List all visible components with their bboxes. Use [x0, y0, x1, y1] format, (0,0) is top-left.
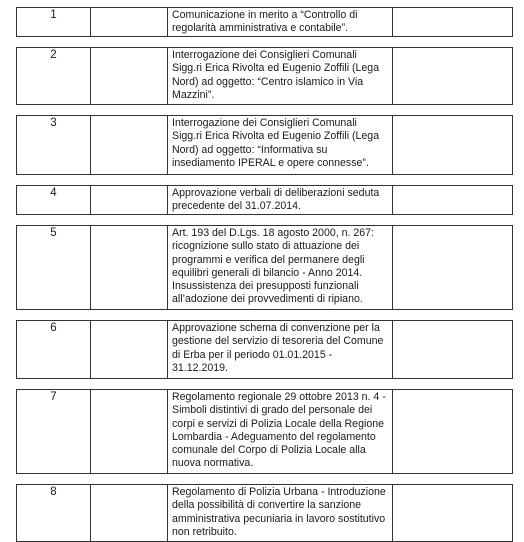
item-number: 5	[17, 226, 91, 309]
blank-cell	[91, 48, 168, 104]
agenda-row	[16, 7, 513, 37]
item-number: 6	[17, 321, 91, 378]
item-number: 2	[17, 48, 91, 104]
blank-cell	[393, 390, 512, 473]
agenda-row	[16, 225, 513, 310]
item-number: 7	[17, 390, 91, 473]
item-subject: Art. 193 del D.Lgs. 18 agosto 2000, n. 267: ricognizione sullo stato di attuazione dei programmi e verifica del permanere degli equilibri generali di bilancio - Anno 2014. Insussistenza dei presupposti funzionali all’adozione dei provvedimenti di ripiano.	[168, 226, 393, 309]
item-subject: Approvazione schema di convenzione per la gestione del servizio di tesoreria del Comune di Erba per il periodo 01.01.2015 - 31.12.2019.	[168, 321, 393, 378]
item-subject: Regolamento di Polizia Urbana - Introduzione della possibilità di convertire la sanzione amministrativa pecuniaria in lavoro sostitutivo non retribuito.	[168, 485, 393, 541]
item-subject: Comunicazione in merito a “Controllo di regolarità amministrativa e contabile”.	[168, 8, 393, 36]
blank-cell	[393, 8, 512, 36]
agenda-row	[16, 484, 513, 542]
agenda-row	[16, 185, 513, 215]
blank-cell	[91, 485, 168, 541]
blank-cell	[393, 226, 512, 309]
blank-cell	[393, 48, 512, 104]
blank-cell	[393, 186, 512, 214]
agenda-row	[16, 47, 513, 105]
blank-cell	[91, 321, 168, 378]
item-subject: Interrogazione dei Consiglieri Comunali Sigg.ri Erica Rivolta ed Eugenio Zoffili (Lega Nord) ad oggetto: “Centro islamico in Via Mazzini”.	[168, 48, 393, 104]
agenda-document	[16, 7, 513, 542]
blank-cell	[91, 186, 168, 214]
blank-cell	[91, 226, 168, 309]
item-subject: Regolamento regionale 29 ottobre 2013 n. 4 - Simboli distintivi di grado del personale dei corpi e servizi di Polizia Locale della Regione Lombardia - Adeguamento del regolamento comunale del Corpo di Polizia Locale alla nuova normativa.	[168, 390, 393, 473]
item-number: 8	[17, 485, 91, 541]
item-number: 3	[17, 116, 91, 174]
item-subject: Interrogazione dei Consiglieri Comunali Sigg.ri Erica Rivolta ed Eugenio Zoffili (Lega Nord) ad oggetto: “Informativa su insediamento IPERAL e opere connesse”.	[168, 116, 393, 174]
blank-cell	[91, 116, 168, 174]
blank-cell	[91, 390, 168, 473]
item-number: 4	[17, 186, 91, 214]
agenda-row	[16, 389, 513, 474]
blank-cell	[393, 116, 512, 174]
agenda-row	[16, 115, 513, 175]
blank-cell	[91, 8, 168, 36]
blank-cell	[393, 485, 512, 541]
agenda-row	[16, 320, 513, 379]
item-number: 1	[17, 8, 91, 36]
item-subject: Approvazione verbali di deliberazioni seduta precedente del 31.07.2014.	[168, 186, 393, 214]
blank-cell	[393, 321, 512, 378]
